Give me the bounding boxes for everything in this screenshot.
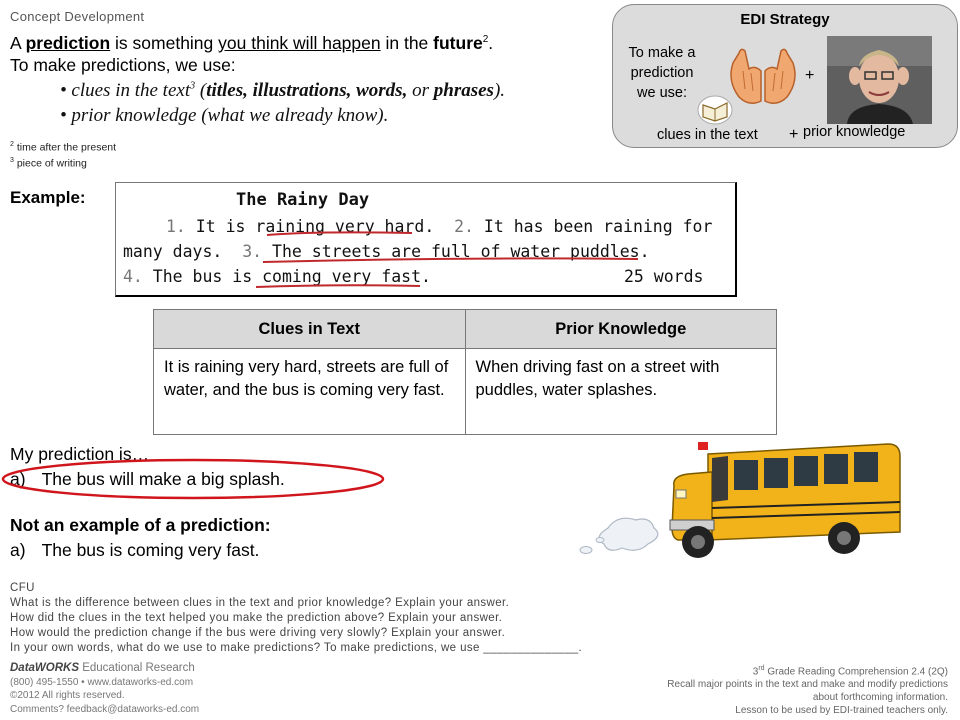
open-hands-icon bbox=[723, 41, 803, 111]
example-passage-box bbox=[115, 182, 737, 297]
prediction-intro: My prediction is… bbox=[10, 444, 150, 464]
underline-fast bbox=[256, 285, 420, 287]
cell-prior-knowledge: When driving fast on a street with puddles, water splashes. bbox=[465, 349, 777, 435]
example-label: Example: bbox=[10, 188, 86, 207]
clues-table bbox=[153, 309, 777, 435]
water-puddle-icon bbox=[578, 510, 668, 560]
school-bus-icon bbox=[668, 436, 908, 566]
header-prior-knowledge: Prior Knowledge bbox=[465, 310, 777, 349]
header-clues-in-text: Clues in Text bbox=[154, 310, 466, 349]
passage-title: The Rainy Day bbox=[236, 190, 370, 210]
footnote-2: $^2$ time after the present bbox=[10, 141, 117, 154]
underline-raining bbox=[267, 232, 412, 235]
clue-puddles: The streets are full of water puddles bbox=[272, 242, 640, 261]
passage-line-2: many days. 3. The streets are full of water puddles. bbox=[123, 242, 650, 261]
dataworks-logo: DataWORKS Educational Research bbox=[10, 662, 195, 674]
cfu-section bbox=[10, 581, 730, 656]
cfu-question-1: What is the difference between clues in the text and prior knowledge? Explain your answer. bbox=[10, 597, 510, 609]
term-prediction: prediction bbox=[25, 32, 111, 53]
edi-bottom-right: prior knowledge bbox=[803, 124, 906, 140]
edi-plus-bottom: + bbox=[789, 126, 799, 143]
passage-line-3: 4. The bus is coming very fast. bbox=[123, 267, 431, 286]
cell-clues: It is raining very hard, streets are full of water, and the bus is coming very fast. bbox=[154, 349, 466, 435]
section-label: Concept Development bbox=[10, 9, 145, 24]
footnote-3: $^3$ piece of writing bbox=[10, 157, 87, 170]
cfu-question-4: In your own words, what do we use to make predictions? To make predictions, we use ______________. bbox=[10, 642, 583, 654]
prediction-answer: a) The bus will make a big splash. bbox=[10, 469, 285, 489]
red-circle-highlight bbox=[0, 455, 390, 501]
red-underlines bbox=[116, 183, 735, 295]
definition-line-1: A prediction is something you think will happen in the future$^2$. bbox=[10, 32, 494, 53]
cfu-question-3: How would the prediction change if the bus were driving very slowly? Explain your answer. bbox=[10, 627, 506, 639]
passage-line-1: 1. It is raining very hard. 2. It has been raining for bbox=[166, 217, 713, 236]
cfu-label: CFU bbox=[10, 582, 35, 594]
edi-bottom-left: clues in the text bbox=[657, 127, 758, 143]
non-example-answer: a) The bus is coming very fast. bbox=[10, 540, 260, 560]
word-count: 25 words bbox=[624, 267, 704, 286]
edi-plus-top: + bbox=[805, 67, 815, 84]
non-example-heading: Not an example of a prediction: bbox=[10, 515, 271, 535]
student-thinking-photo bbox=[827, 36, 932, 124]
edi-left-text: To make a prediction we use: bbox=[628, 45, 696, 101]
book-icon bbox=[697, 95, 733, 125]
bullet-clues: • clues in the text$^3$ (titles, illustrations, words, or phrases). bbox=[60, 80, 506, 101]
cfu-question-2: How did the clues in the text helped you make the prediction above? Explain your answer. bbox=[10, 612, 503, 624]
edi-title: EDI Strategy bbox=[740, 11, 830, 28]
definition-line-2: To make predictions, we use: bbox=[10, 55, 236, 75]
bullet-prior-knowledge: • prior knowledge (what we already know). bbox=[60, 105, 389, 126]
clue-fast: coming very fast bbox=[262, 267, 422, 286]
footer-right: 3rd Grade Reading Comprehension 2.4 (2Q) Recall major points in the text and make and modify predictions about forthcoming information. Lesson to be used by EDI-trained teachers only. bbox=[667, 665, 948, 717]
person-thinking-icon bbox=[827, 36, 932, 124]
edi-strategy-panel bbox=[612, 4, 958, 148]
clue-raining: raining very hard bbox=[255, 217, 425, 236]
footer-left: DataWORKS Educational Research (800) 495-1550 • www.dataworks-ed.com ©2012 All rights reserved. Comments? feedback@dataworks-ed.com bbox=[10, 662, 200, 715]
underline-puddles bbox=[263, 258, 638, 262]
